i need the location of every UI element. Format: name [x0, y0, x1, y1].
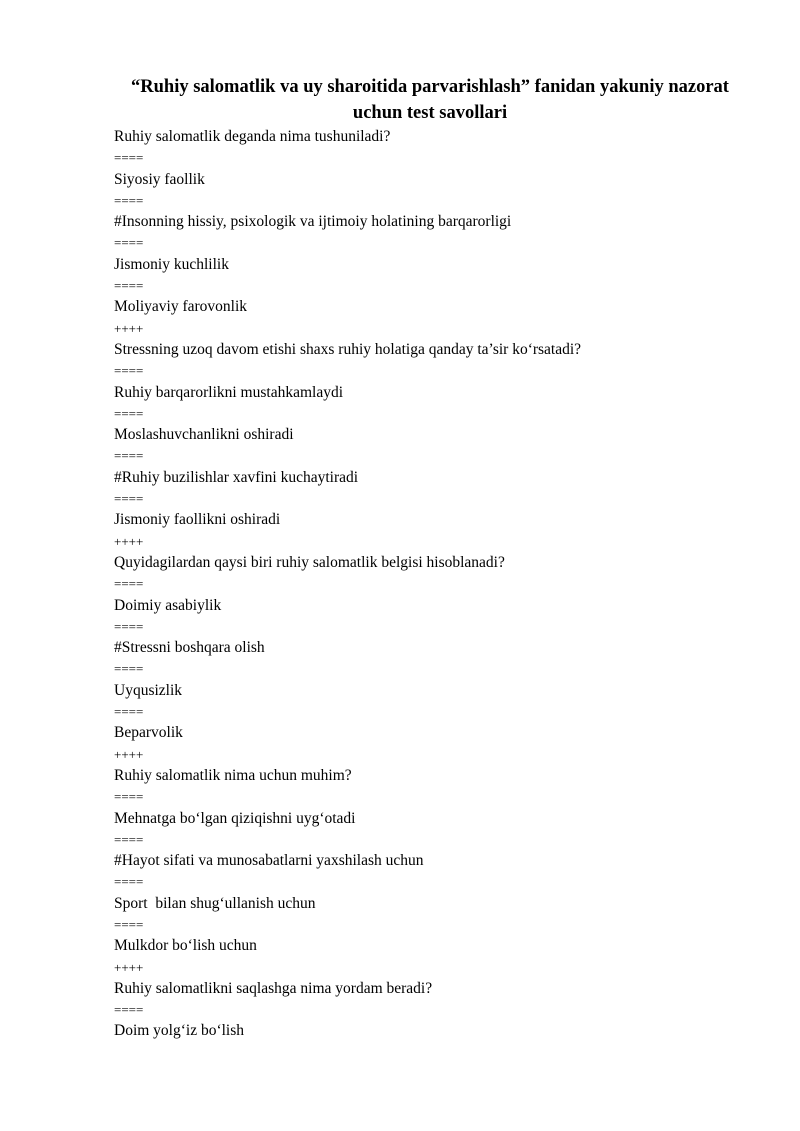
option-separator: ====	[114, 192, 144, 208]
option-separator: ====	[114, 916, 144, 932]
question-text: Ruhiy salomatlik nima uchun muhim?	[114, 766, 352, 784]
option-separator: ====	[114, 661, 144, 677]
option-separator: ====	[114, 235, 144, 251]
option-separator: ====	[114, 618, 144, 634]
answer-option: Uyqusizlik	[114, 681, 183, 699]
question-text: Quyidagilardan qaysi biri ruhiy salomatlik belgisi hisoblanadi?	[114, 553, 505, 571]
option-separator: ====	[114, 874, 144, 890]
option-separator: ====	[114, 831, 144, 847]
question-list	[114, 126, 774, 1042]
question-text: Ruhiy salomatlikni saqlashga nima yordam beradi?	[114, 979, 433, 997]
option-separator: ====	[114, 448, 144, 464]
option-separator: ====	[114, 278, 144, 294]
option-separator: ====	[114, 491, 144, 507]
option-separator: ====	[114, 1002, 144, 1018]
correct-answer-option: #Ruhiy buzilishlar xavfini kuchaytiradi	[114, 468, 359, 486]
option-separator: ====	[114, 405, 144, 421]
option-separator: ====	[114, 789, 144, 805]
answer-option: Doimiy asabiylik	[114, 596, 222, 614]
option-separator: ====	[114, 150, 144, 166]
title-line-2: uchun test savollari	[352, 103, 508, 123]
document-title	[100, 74, 760, 126]
question-separator: ++++	[114, 746, 144, 762]
option-separator: ====	[114, 704, 144, 720]
question-text: Ruhiy salomatlik deganda nima tushuniladi?	[114, 128, 391, 145]
answer-option: Moliyaviy farovonlik	[114, 298, 248, 316]
question-separator: ++++	[114, 320, 144, 336]
answer-option: Mehnatga bo‘lgan qiziqishni uyg‘otadi	[114, 809, 356, 827]
answer-option: Jismoniy faollikni oshiradi	[114, 511, 281, 529]
title-line-1: “Ruhiy salomatlik va uy sharoitida parvarishlash” fanidan yakuniy nazorat	[131, 77, 729, 97]
question-separator: ++++	[114, 959, 144, 975]
answer-option: Siyosiy faollik	[114, 170, 205, 188]
answer-option: Jismoniy kuchlilik	[114, 255, 229, 273]
answer-option: Sport bilan shug‘ullanish uchun	[114, 894, 316, 912]
answer-option: Mulkdor bo‘lish uchun	[114, 937, 257, 955]
correct-answer-option: #Hayot sifati va munosabatlarni yaxshilash uchun	[114, 852, 424, 870]
correct-answer-option: #Stressni boshqara olish	[114, 639, 265, 657]
question-separator: ++++	[114, 533, 144, 549]
answer-option: Doim yolg‘iz bo‘lish	[114, 1022, 245, 1040]
option-separator: ====	[114, 576, 144, 592]
answer-option: Moslashuvchanlikni oshiradi	[114, 426, 294, 444]
answer-option: Beparvolik	[114, 724, 183, 742]
correct-answer-option: #Insonning hissiy, psixologik va ijtimoiy holatining barqarorligi	[114, 213, 512, 231]
question-text: Stressning uzoq davom etishi shaxs ruhiy holatiga qanday ta’sir ko‘rsatadi?	[114, 340, 582, 358]
option-separator: ====	[114, 363, 144, 379]
answer-option: Ruhiy barqarorlikni mustahkamlaydi	[114, 383, 344, 401]
